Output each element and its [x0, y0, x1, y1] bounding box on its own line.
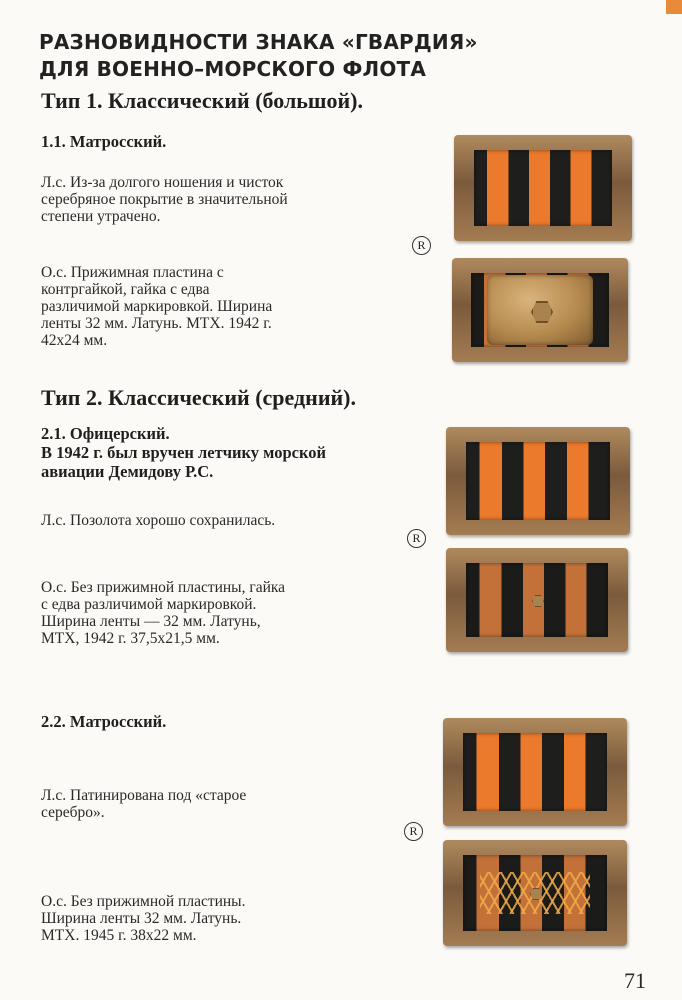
text-line: МТХ, 1942 г. 37,5х21,5 мм.: [41, 630, 220, 647]
obverse-text-2-1: [41, 512, 371, 529]
item-title-2-2: [41, 712, 166, 731]
page-number: 71: [624, 968, 646, 993]
text-line: различимой маркировкой. Ширина: [41, 298, 273, 315]
text-line: Ширина ленты — 32 мм. Латунь,: [41, 613, 261, 630]
reverse-mark-icon: R: [404, 822, 423, 841]
item-title-1-1: [41, 132, 166, 151]
page-heading-line-1: РАЗНОВИДНОСТИ ЗНАКА «ГВАРДИЯ»: [39, 30, 478, 54]
item-title-line: 2.1. Офицерский.: [41, 424, 170, 443]
obverse-text-1-1: [41, 174, 371, 225]
item-title-line: В 1942 г. был вручен летчику морской: [41, 443, 326, 462]
section-title-type-1: Тип 1. Классический (большой).: [41, 88, 364, 113]
text-line: МТХ. 1945 г. 38х22 мм.: [41, 927, 197, 944]
obverse-text-2-2: [41, 787, 371, 821]
item-title-line: 2.2. Матросский.: [41, 712, 167, 731]
corner-accent: [666, 0, 682, 14]
text-line: степени утрачено.: [41, 208, 161, 225]
reverse-mark-icon: R: [412, 236, 431, 255]
page-heading-line-2: ДЛЯ ВОЕННО–МОРСКОГО ФЛОТА: [39, 57, 427, 81]
text-line: Ширина ленты 32 мм. Латунь.: [41, 910, 242, 927]
text-line: с едва различимой маркировкой.: [41, 596, 257, 613]
badge-1-1-reverse-image: [452, 258, 628, 362]
text-line: серебро».: [41, 804, 105, 821]
reverse-mark-icon: R: [407, 529, 426, 548]
text-line: контргайкой, гайка с едва: [41, 281, 210, 298]
badge-2-1-obverse-image: [446, 427, 630, 535]
reverse-text-2-2: [41, 893, 371, 944]
reverse-text-1-1: [41, 264, 371, 349]
text-line: О.с. Без прижимной пластины.: [41, 893, 246, 910]
badge-2-2-obverse-image: [443, 718, 627, 826]
item-title-2-1: [41, 424, 326, 481]
text-line: 42х24 мм.: [41, 332, 108, 349]
reverse-text-2-1: [41, 579, 371, 647]
text-line: О.с. Без прижимной пластины, гайка: [41, 579, 286, 596]
text-line: Л.с. Позолота хорошо сохранилась.: [41, 512, 276, 529]
badge-1-1-obverse-image: [454, 135, 632, 241]
text-line: серебряное покрытие в значительной: [41, 191, 288, 208]
text-line: ленты 32 мм. Латунь. МТХ. 1942 г.: [41, 315, 272, 332]
section-title-type-2: Тип 2. Классический (средний).: [41, 385, 356, 410]
item-title-line: авиации Демидову Р.С.: [41, 462, 214, 481]
text-line: Л.с. Патинирована под «старое: [41, 787, 247, 804]
badge-2-2-reverse-image: [443, 840, 627, 946]
text-line: О.с. Прижимная пластина с: [41, 264, 224, 281]
badge-2-1-reverse-image: [446, 548, 628, 652]
text-line: Л.с. Из-за долгого ношения и чисток: [41, 174, 284, 191]
item-title-line: 1.1. Матросский.: [41, 132, 167, 151]
